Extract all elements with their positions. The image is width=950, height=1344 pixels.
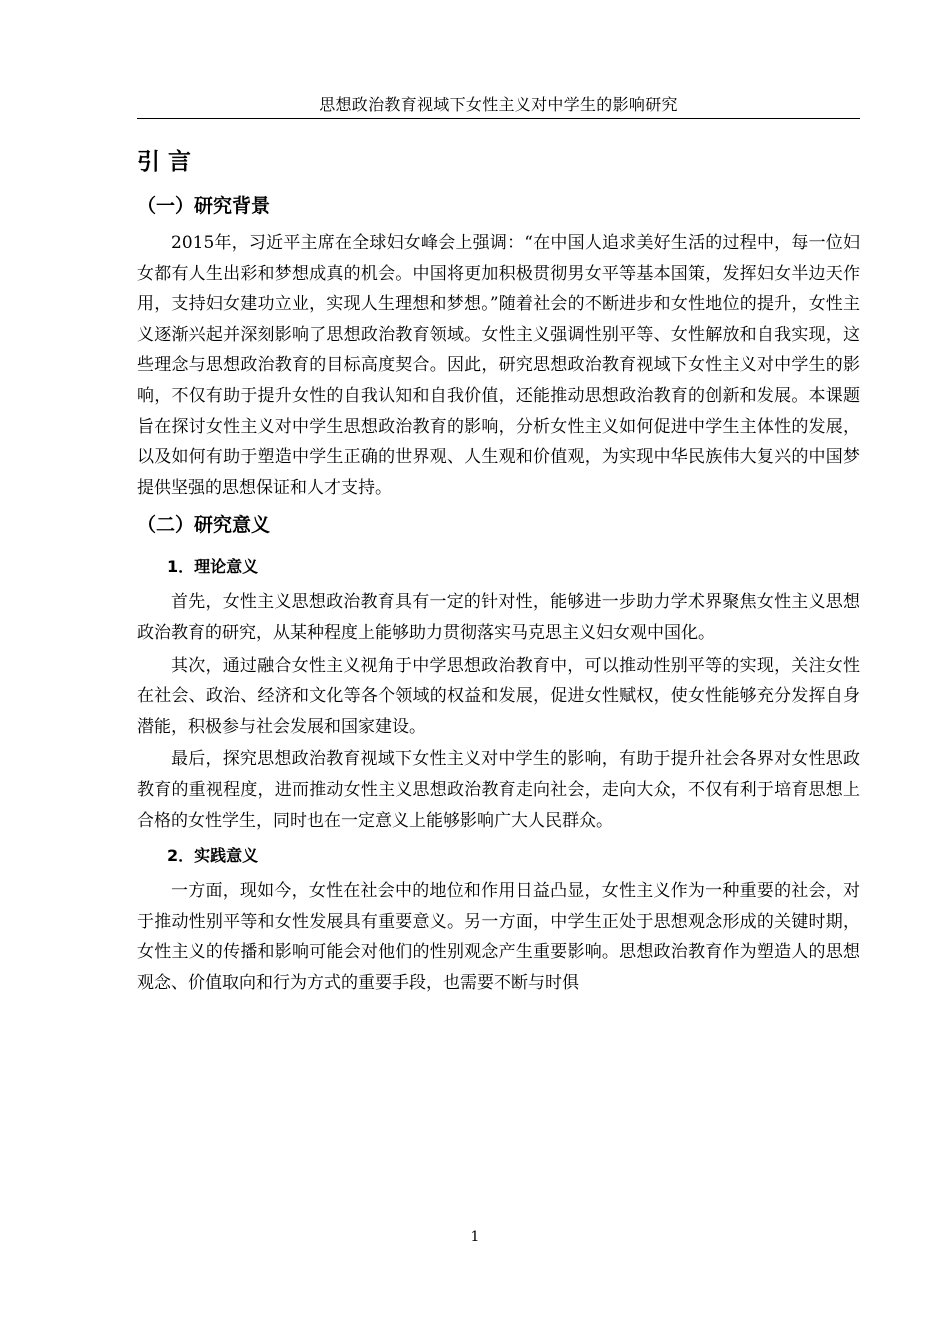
section-heading-significance: （二）研究意义 xyxy=(137,514,271,537)
theory-paragraph-3: 最后，探究思想政治教育视域下女性主义对中学生的影响，有助于提升社会各界对女性思政教育的重视程度，进而推动女性主义思想政治教育走向社会，走向大众，不仅有利于培育思想上合格的女性学生，同时也在一定意义上能够影响广大人民群众。 xyxy=(137,749,860,831)
page-body xyxy=(137,140,860,998)
background-paragraph: 2015年，习近平主席在全球妇女峰会上强调：“在中国人追求美好生活的过程中，每一位妇女都有人生出彩和梦想成真的机会。中国将更加积极贯彻男女平等基本国策，发挥妇女半边天作用，支持妇女建功立业，实现人生理想和梦想。”随着社会的不断进步和女性地位的提升，女性主义逐渐兴起并深刻影响了思想政治教育领域。女性主义强调性别平等、女性解放和自我实现，这些理念与思想政治教育的目标高度契合。因此，研究思想政治教育视域下女性主义对中学生的影响，不仅有助于提升女性的自我认知和自我价值，还能推动思想政治教育的创新和发展。本课题旨在探讨女性主义对中学生思想政治教育的影响，分析女性主义如何促进中学生主体性的发展，以及如何有助于塑造中学生正确的世界观、人生观和价值观，为实现中华民族伟大复兴的中国梦提供坚强的思想保证和人才支持。 xyxy=(137,233,860,498)
theory-paragraph-2: 其次，通过融合女性主义视角于中学思想政治教育中，可以推动性别平等的实现，关注女性在社会、政治、经济和文化等各个领域的权益和发展，促进女性赋权，使女性能够充分发挥自身潜能，积极参与社会发展和国家建设。 xyxy=(137,655,860,737)
page-number: 1 xyxy=(470,1229,480,1245)
theory-paragraph-1: 首先，女性主义思想政治教育具有一定的针对性，能够进一步助力学术界聚焦女性主义思想政治教育的研究，从某种程度上能够助力贯彻落实马克思主义妇女观中国化。 xyxy=(137,592,860,643)
subheading-theory: 1．理论意义 xyxy=(167,557,259,577)
practice-paragraph: 一方面，现如今，女性在社会中的地位和作用日益凸显，女性主义作为一种重要的社会，对于推动性别平等和女性发展具有重要意义。另一方面，中学生正处于思想观念形成的关键时期，女性主义的传播和影响可能会对他们的性别观念产生重要影响。思想政治教育作为塑造人的思想观念、价值取向和行为方式的重要手段，也需要不断与时俱 xyxy=(137,881,860,993)
section-heading-background: （一）研究背景 xyxy=(137,195,271,217)
running-header-title: 思想政治教育视域下女性主义对中学生的影响研究 xyxy=(319,95,678,114)
intro-heading: 引 言 xyxy=(137,149,192,175)
subheading-practice: 2．实践意义 xyxy=(167,846,259,866)
header-divider xyxy=(137,118,860,119)
